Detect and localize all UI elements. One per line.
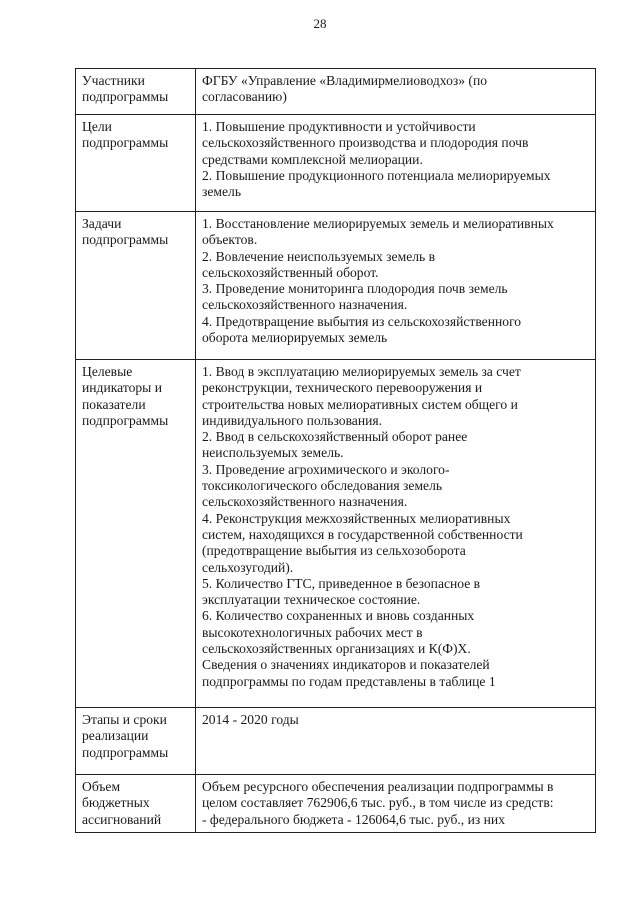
- row-content-line: средствами комплексной мелиорации.: [202, 151, 423, 167]
- table-row-stages: [76, 708, 596, 775]
- subprogram-passport-table: [75, 68, 596, 833]
- row-label-line: показатели: [82, 396, 146, 412]
- row-label-line: подпрограммы: [82, 744, 169, 760]
- row-label-line: Целевые: [82, 364, 133, 379]
- row-content-line: токсикологического обследования земель: [202, 478, 443, 494]
- row-content-line: сельскохозяйственного назначения.: [202, 494, 408, 510]
- row-label-cell: [76, 708, 196, 775]
- row-content-line: (предотвращение выбытия из сельхозоборота: [202, 543, 466, 559]
- row-label-cell: [76, 69, 196, 115]
- row-content-line: целом составляет 762906,6 тыс. руб., в том числе из средств:: [202, 795, 554, 811]
- page-number: 28: [313, 16, 327, 31]
- row-label-line: бюджетных: [82, 795, 150, 811]
- row-content-line: 1. Ввод в эксплуатацию мелиорируемых земель за счет: [202, 364, 521, 379]
- row-label-line: подпрограммы: [82, 232, 169, 248]
- row-content-cell: [196, 775, 596, 833]
- row-label-line: Этапы и сроки: [82, 712, 167, 727]
- row-content-line: Сведения о значениях индикаторов и показателей: [202, 657, 490, 673]
- row-content-line: подпрограммы по годам представлены в таблице 1: [202, 673, 496, 689]
- row-content-line: сельскохозяйственного назначения.: [202, 297, 408, 313]
- row-content-line: реконструкции, технического перевооружения и: [202, 380, 483, 396]
- row-content-line: 2. Вовлечение неиспользуемых земель в: [202, 248, 436, 264]
- row-content-line: сельскохозяйственных организациях и К(Ф)Х.: [202, 641, 471, 657]
- row-label-line: ассигнований: [82, 811, 162, 827]
- row-content-cell: [196, 360, 596, 708]
- row-content-cell: [196, 708, 596, 775]
- table-row-budget: [76, 775, 596, 833]
- row-content-cell: [196, 115, 596, 212]
- row-label-cell: [76, 775, 196, 833]
- row-content-line: эксплуатации техническое состояние.: [202, 592, 421, 608]
- row-label-line: подпрограммы: [82, 89, 169, 105]
- row-content-line: 2014 - 2020 годы: [202, 712, 299, 727]
- row-label-cell: [76, 212, 196, 360]
- row-label-line: индикаторы и: [82, 380, 162, 396]
- row-content-line: Объем ресурсного обеспечения реализации подпрограммы в: [202, 779, 554, 794]
- row-content-line: 2. Ввод в сельскохозяйственный оборот ранее: [202, 429, 468, 445]
- row-label-cell: [76, 115, 196, 212]
- row-label-line: Задачи: [82, 216, 122, 231]
- row-content-line: систем, находящихся в государственной собственности: [202, 526, 523, 542]
- row-content-line: сельскохозяйственного производства и плодородия почв: [202, 135, 529, 151]
- row-label-line: Цели: [82, 119, 112, 134]
- row-content-cell: [196, 212, 596, 360]
- table-row-indicators: [76, 360, 596, 708]
- row-content-line: согласованию): [202, 89, 287, 105]
- row-content-line: 3. Проведение мониторинга плодородия почв земель: [202, 281, 508, 297]
- table-row-participants: [76, 69, 596, 115]
- row-content-line: ФГБУ «Управление «Владимирмелиоводхоз» (по: [202, 73, 488, 88]
- row-content-line: строительства новых мелиоративных систем общего и: [202, 396, 518, 412]
- table-row-tasks: [76, 212, 596, 360]
- row-content-cell: [196, 69, 596, 115]
- row-content-line: сельхозугодий).: [202, 559, 294, 575]
- row-content-line: 6. Количество сохраненных и вновь созданных: [202, 608, 475, 624]
- row-content-line: объектов.: [202, 232, 258, 248]
- row-label-line: подпрограммы: [82, 412, 169, 428]
- row-content-line: высокотехнологичных рабочих мест в: [202, 624, 423, 640]
- row-content-line: 5. Количество ГТС, приведенное в безопасное в: [202, 575, 481, 591]
- row-label-line: подпрограммы: [82, 135, 169, 151]
- row-content-line: земель: [202, 184, 242, 200]
- row-content-line: 1. Восстановление мелиорируемых земель и мелиоративных: [202, 216, 554, 231]
- row-content-line: неиспользуемых земель.: [202, 445, 344, 461]
- row-content-line: сельскохозяйственный оборот.: [202, 264, 379, 280]
- row-content-line: 1. Повышение продуктивности и устойчивости: [202, 119, 476, 134]
- row-content-line: оборота мелиорируемых земель: [202, 330, 388, 346]
- row-label-cell: [76, 360, 196, 708]
- row-content-line: индивидуального пользования.: [202, 412, 383, 428]
- row-content-line: 3. Проведение агрохимического и эколого-: [202, 461, 450, 477]
- row-content-line: - федерального бюджета - 126064,6 тыс. руб., из них: [202, 811, 505, 827]
- table-row-goals: [76, 115, 596, 212]
- row-content-line: 2. Повышение продукционного потенциала мелиорируемых: [202, 167, 551, 183]
- row-label-line: Объем: [82, 779, 121, 794]
- row-content-line: 4. Предотвращение выбытия из сельскохозяйственного: [202, 313, 522, 329]
- row-content-line: 4. Реконструкция межхозяйственных мелиоративных: [202, 510, 511, 526]
- row-label-line: реализации: [82, 728, 149, 744]
- row-label-line: Участники: [82, 73, 145, 88]
